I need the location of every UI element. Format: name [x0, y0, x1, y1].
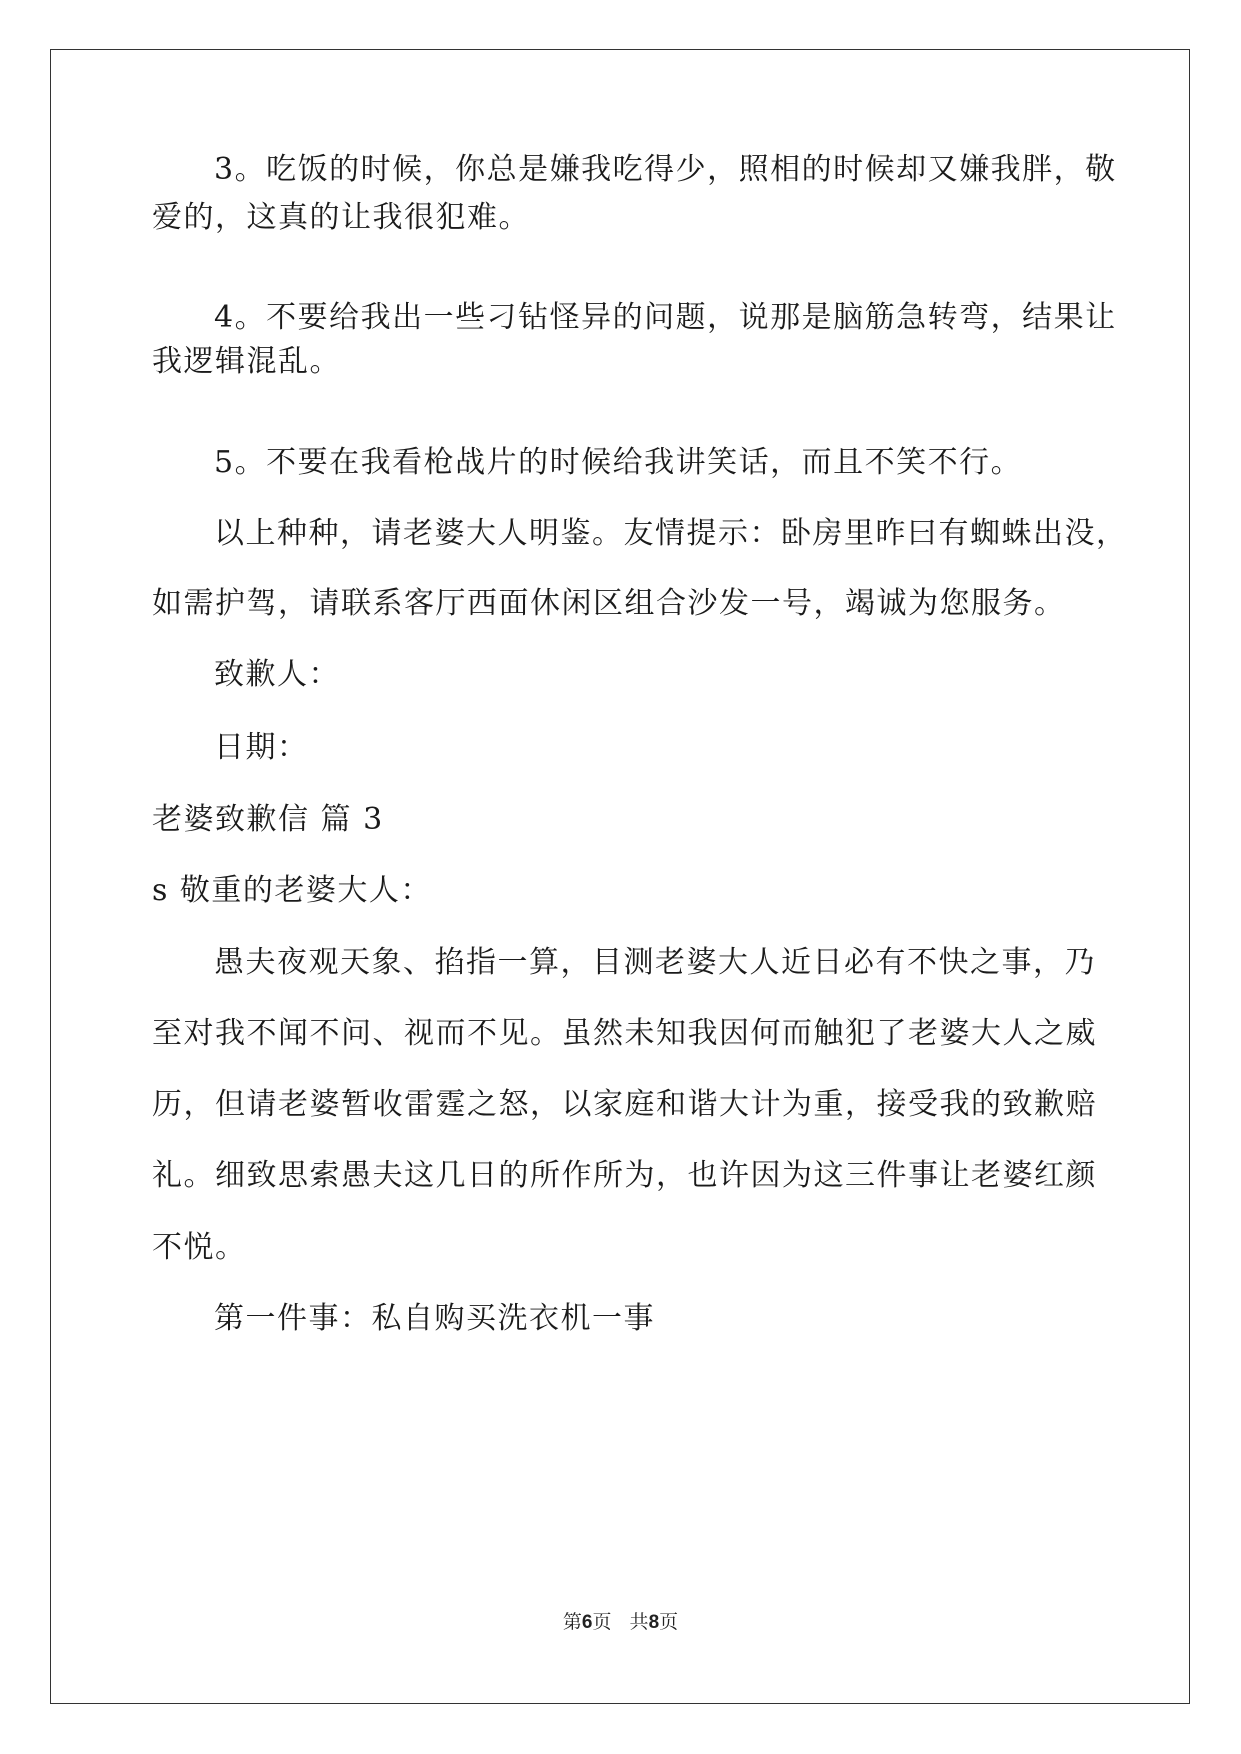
current-page-number: 6 — [581, 1612, 593, 1633]
page-footer — [0, 1610, 1241, 1635]
paragraph-line: 第一件事：私自购买洗衣机一事 — [214, 1301, 655, 1336]
paragraph-line: 3。吃饭的时候，你总是嫌我吃得少，照相的时候却又嫌我胖，敬 — [214, 152, 1117, 187]
footer-middle: 页 共 — [592, 1611, 649, 1633]
signature-label: 致歉人： — [214, 657, 340, 692]
paragraph-line: 如需护驾，请联系客厅西面休闲区组合沙发一号，竭诚为您服务。 — [152, 586, 1066, 621]
paragraph-line: 5。不要在我看枪战片的时候给我讲笑话，而且不笑不行。 — [214, 445, 1023, 480]
paragraph-line: 以上种种，请老婆大人明鉴。友情提示：卧房里昨曰有蜘蛛出没， — [214, 516, 1128, 551]
footer-prefix: 第 — [562, 1611, 582, 1633]
footer-suffix: 页 — [659, 1611, 679, 1633]
paragraph-line: 至对我不闻不问、视而不见。虽然未知我因何而触犯了老婆大人之威 — [152, 1016, 1097, 1051]
paragraph-line: 我逻辑混乱。 — [152, 344, 341, 379]
date-label: 日期： — [214, 730, 309, 765]
paragraph-line: 愚夫夜观天象、掐指一算，目测老婆大人近日必有不快之事，乃 — [214, 945, 1096, 980]
paragraph-line: 4。不要给我出一些刁钻怪异的问题，说那是脑筋急转弯，结果让 — [214, 300, 1117, 335]
paragraph-line: 礼。细致思索愚夫这几日的所作所为，也许因为这三件事让老婆红颜 — [152, 1158, 1097, 1193]
total-pages-number: 8 — [648, 1612, 660, 1633]
paragraph-line: 历，但请老婆暂收雷霆之怒，以家庭和谐大计为重，接受我的致歉赔 — [152, 1087, 1097, 1122]
salutation: s 敬重的老婆大人： — [152, 873, 432, 908]
paragraph-line: 爱的，这真的让我很犯难。 — [152, 200, 530, 235]
paragraph-line: 不悦。 — [152, 1230, 247, 1265]
section-heading: 老婆致歉信 篇 3 — [152, 802, 384, 837]
